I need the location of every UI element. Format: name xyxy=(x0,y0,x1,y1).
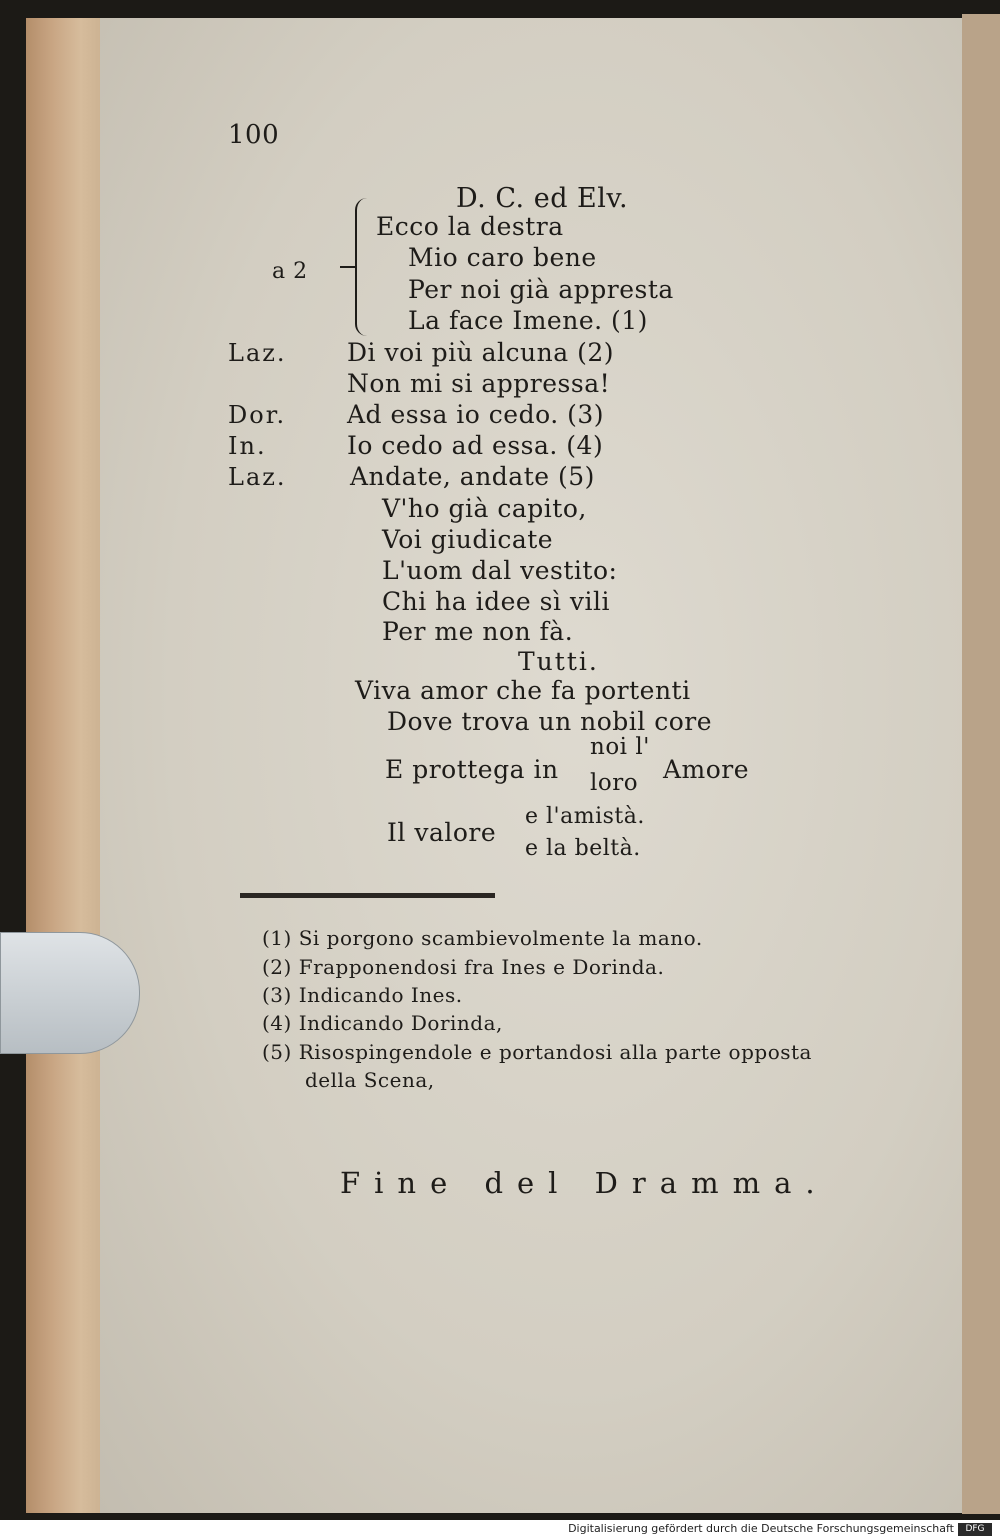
dialogue-line: Di voi più alcuna (2) xyxy=(347,338,615,367)
duet-label: a 2 xyxy=(272,259,308,284)
tutti-label: Tutti. xyxy=(518,647,599,676)
dfg-logo-icon: DFG xyxy=(958,1523,992,1536)
next-page-edge xyxy=(962,14,1000,1514)
chorus-line-start: Il valore xyxy=(387,818,497,847)
chorus-line-start: E prottega in xyxy=(385,755,559,784)
chorus-line: Viva amor che fa portenti xyxy=(355,676,691,705)
verse-line: Per me non fà. xyxy=(382,617,574,646)
dialogue-line: Andate, andate (5) xyxy=(350,462,595,491)
footnote-rule xyxy=(240,893,495,898)
duet-line: Ecco la destra xyxy=(376,212,564,241)
speaker-label: Laz. xyxy=(228,463,287,491)
footnote: (4) Indicando Dorinda, xyxy=(262,1011,503,1035)
duet-line: Mio caro bene xyxy=(408,243,597,272)
footnote: (2) Frapponendosi fra Ines e Dorinda. xyxy=(262,955,665,979)
chorus-alt-top: noi l' xyxy=(590,734,651,760)
page-tab-handle[interactable] xyxy=(0,932,140,1054)
speaker-label: In. xyxy=(228,432,267,460)
funding-note: Digitalisierung gefördert durch die Deutsche Forschungsgemeinschaft xyxy=(568,1522,954,1535)
scene-heading: D. C. ed Elv. xyxy=(456,183,629,214)
page-number: 100 xyxy=(228,120,280,150)
verse-line: L'uom dal vestito: xyxy=(382,556,618,585)
speaker-label: Dor. xyxy=(228,401,287,429)
chorus-alt-bottom: e la beltà. xyxy=(525,836,641,861)
page-edge xyxy=(26,18,104,1513)
verse-line: V'ho già capito, xyxy=(382,494,587,523)
chorus-alt-top: e l'amistà. xyxy=(525,804,645,829)
duet-line: La face Imene. (1) xyxy=(408,306,648,335)
speaker-label: Laz. xyxy=(228,339,287,367)
footnote: (5) Risospingendole e portandosi alla parte opposta xyxy=(262,1040,812,1064)
duet-brace-tip xyxy=(340,266,356,268)
dialogue-line: Ad essa io cedo. (3) xyxy=(347,400,605,429)
dialogue-line: Non mi si appressa! xyxy=(347,369,611,398)
footnote: (3) Indicando Ines. xyxy=(262,983,463,1007)
duet-brace xyxy=(355,198,373,336)
footnote: della Scena, xyxy=(305,1068,435,1092)
verse-line: Chi ha idee sì vili xyxy=(382,587,611,616)
duet-line: Per noi già appresta xyxy=(408,275,674,304)
footnote: (1) Si porgono scambievolmente la mano. xyxy=(262,926,703,950)
chorus-alt-bottom: loro xyxy=(590,770,639,796)
dialogue-line: Io cedo ad essa. (4) xyxy=(347,431,604,460)
verse-line: Voi giudicate xyxy=(382,525,554,554)
chorus-line-end: Amore xyxy=(663,755,750,784)
chorus-line: Dove trova un nobil core xyxy=(387,707,713,736)
footer-bar xyxy=(0,1520,1000,1540)
end-of-drama: Fine del Dramma. xyxy=(340,1166,829,1200)
